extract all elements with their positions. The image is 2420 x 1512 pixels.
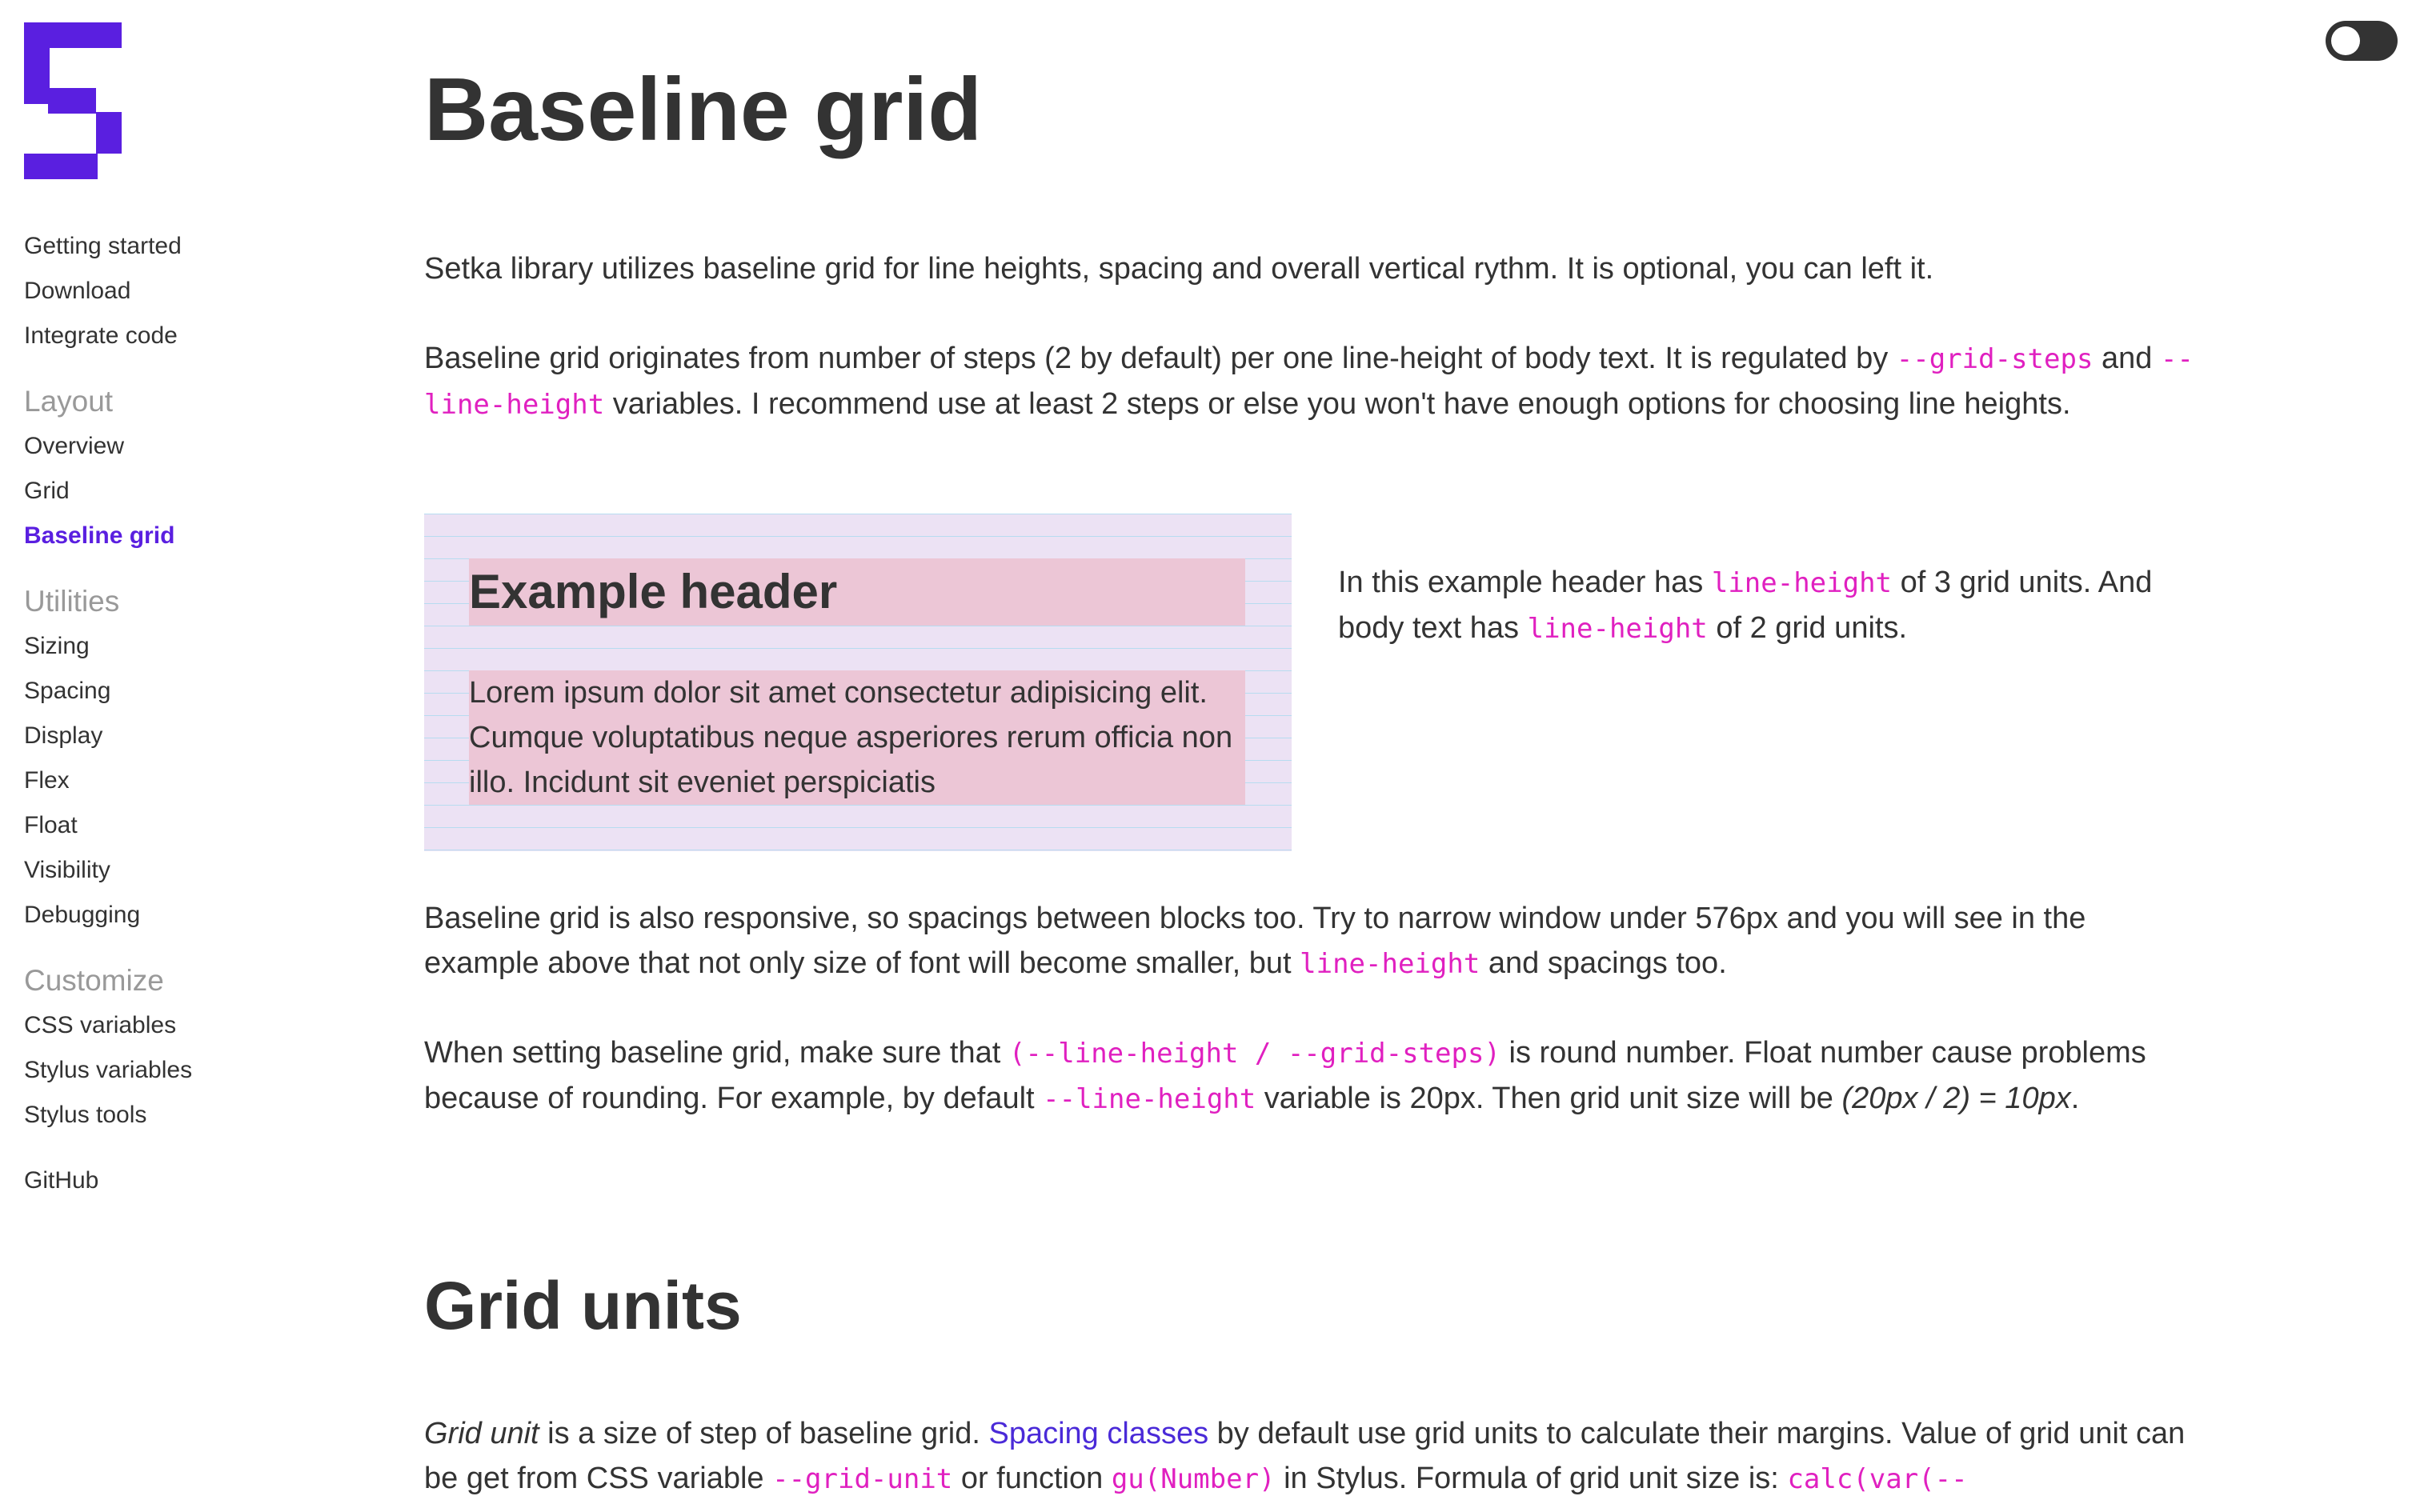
sidebar-nav	[24, 224, 344, 1203]
sidebar-heading-utilities: Utilities	[24, 585, 120, 618]
grid-units-paragraph: Grid unit is a size of step of baseline grid. Spacing classes by default use grid units to calculate their margins. Value of grid unit can be get from CSS variable --grid-unit or function gu(Number) in Stylus. Formula of grid unit size is: calc(var(--	[424, 1417, 2186, 1495]
intro-paragraph: Setka library utilizes baseline grid for line heights, spacing and overall vertical rythm. It is optional, you can left it.	[424, 252, 1934, 286]
toggle-knob	[2331, 26, 2360, 55]
code-line-height: --line-height	[424, 343, 2194, 421]
sidebar-item-float[interactable]: Float	[24, 812, 78, 838]
section-title-grid-units: Grid units	[424, 1268, 742, 1343]
example-header: Example header	[469, 558, 1245, 626]
code-grid-steps: --grid-steps	[1896, 343, 2093, 375]
page-title: Baseline grid	[424, 60, 983, 159]
sidebar-item-css-variables[interactable]: CSS variables	[24, 1012, 177, 1038]
code-line-height: line-height	[1527, 613, 1708, 645]
responsive-paragraph: Baseline grid is also responsive, so spacings between blocks too. Try to narrow window under 576px and you will see in the example above that not only size of font will become smaller, but line-height and spacings too.	[424, 902, 2086, 980]
sidebar-item-stylus-tools[interactable]: Stylus tools	[24, 1102, 147, 1128]
code-gu-function: gu(Number)	[1111, 1463, 1276, 1495]
sidebar-item-stylus-variables[interactable]: Stylus variables	[24, 1057, 193, 1083]
code-grid-unit: --grid-unit	[772, 1463, 953, 1495]
theme-toggle-switch[interactable]	[2326, 21, 2398, 61]
example-body-text: Lorem ipsum dolor sit amet consectetur adipisicing elit. Cumque voluptatibus neque asperiores rerum officia non illo. Incidunt sit eveniet perspiciatis	[469, 670, 1245, 805]
code-calc-formula: calc(var(--	[1787, 1463, 1968, 1495]
spacing-classes-link[interactable]: Spacing classes	[988, 1417, 1209, 1450]
rounding-paragraph: When setting baseline grid, make sure that (--line-height / --grid-steps) is round number. Float number cause problems because of rounding. For example, by default --line-height variable is 20px. Then grid unit size will be (20px / 2) = 10px.	[424, 1036, 2146, 1115]
code-line-height: --line-height	[1043, 1083, 1256, 1115]
sidebar-item-spacing[interactable]: Spacing	[24, 678, 111, 704]
baseline-grid-example	[424, 514, 1292, 851]
code-line-height: line-height	[1300, 948, 1480, 980]
code-formula: (--line-height / --grid-steps)	[1008, 1038, 1500, 1070]
sidebar-item-flex[interactable]: Flex	[24, 767, 70, 794]
sidebar-item-grid[interactable]: Grid	[24, 478, 70, 504]
sidebar-item-download[interactable]: Download	[24, 278, 131, 304]
sidebar-item-display[interactable]: Display	[24, 722, 103, 749]
code-line-height: line-height	[1711, 567, 1893, 599]
sidebar-item-debugging[interactable]: Debugging	[24, 902, 141, 928]
sidebar-item-getting-started[interactable]: Getting started	[24, 233, 182, 259]
sidebar-item-visibility[interactable]: Visibility	[24, 857, 110, 883]
example-description: In this example header has line-height of 3 grid units. And body text has line-height of 2 grid units.	[1338, 566, 2153, 645]
sidebar-item-baseline-grid[interactable]: Baseline grid	[24, 522, 175, 549]
setka-logo-icon[interactable]	[24, 22, 122, 179]
sidebar-item-sizing[interactable]: Sizing	[24, 633, 90, 659]
steps-paragraph: Baseline grid originates from number of steps (2 by default) per one line-height of body text. It is regulated by --grid-steps and --line-height variables. I recommend use at least 2 steps or else you won't have enough options for choosing line heights.	[424, 342, 2194, 421]
sidebar-item-overview[interactable]: Overview	[24, 433, 125, 459]
sidebar-heading-layout: Layout	[24, 385, 114, 418]
sidebar-heading-customize: Customize	[24, 964, 164, 997]
sidebar-item-integrate-code[interactable]: Integrate code	[24, 322, 178, 349]
sidebar-item-github[interactable]: GitHub	[24, 1167, 99, 1194]
